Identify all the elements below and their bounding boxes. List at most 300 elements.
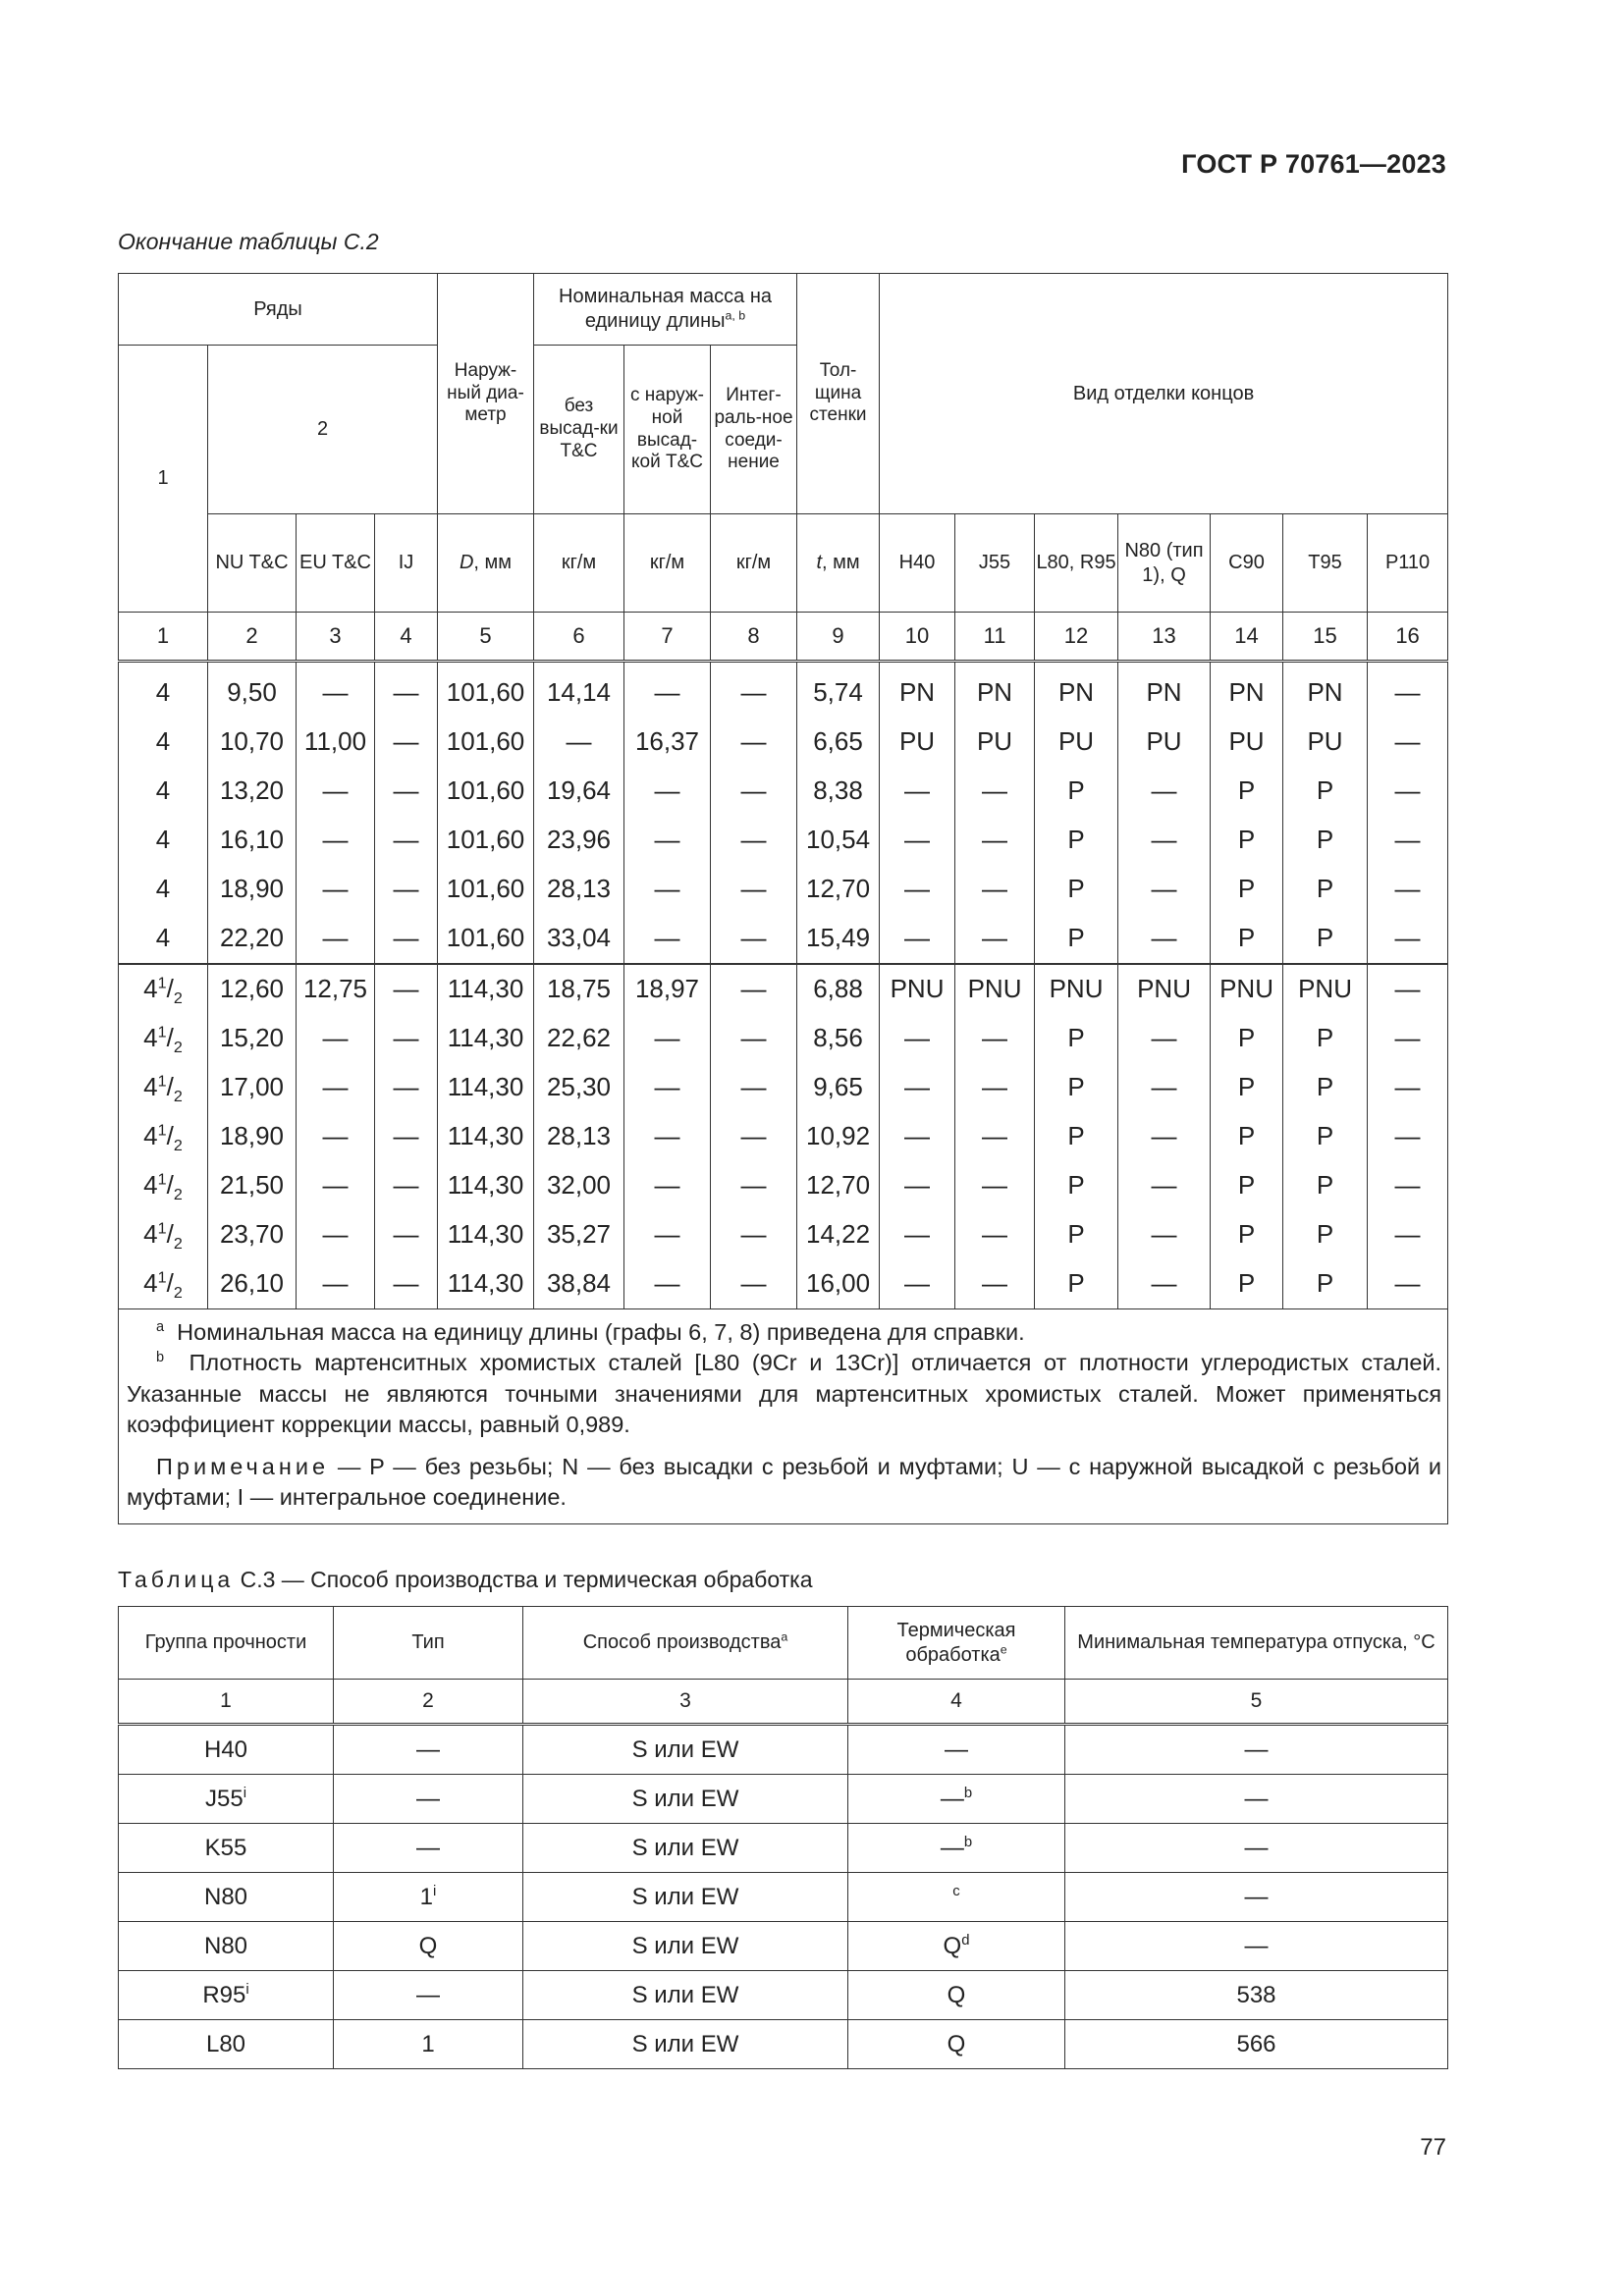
cell-mass-6: 33,04 bbox=[534, 914, 624, 964]
cell-mass-7: 16,37 bbox=[624, 718, 711, 767]
cell-finish: PU bbox=[955, 718, 1035, 767]
c3-column-numbers-row bbox=[119, 1680, 1448, 1725]
table-row bbox=[119, 662, 1448, 719]
cell-finish: — bbox=[1368, 1161, 1448, 1210]
header-grade-c90: C90 bbox=[1211, 514, 1283, 613]
table-row bbox=[119, 1063, 1448, 1112]
column-number: 5 bbox=[438, 613, 534, 662]
table-row bbox=[119, 1971, 1448, 2020]
cell-method: S или EW bbox=[523, 1922, 848, 1971]
cell-eu-tc: — bbox=[297, 1112, 375, 1161]
cell-finish: — bbox=[1118, 1112, 1211, 1161]
cell-finish: — bbox=[1368, 816, 1448, 865]
header-mass-group: Номинальная масса на единицу длины$^{a, b}$ bbox=[534, 274, 797, 346]
cell-finish: P bbox=[1283, 1014, 1368, 1063]
header-ij: IJ bbox=[375, 514, 438, 613]
table-row bbox=[119, 1725, 1448, 1775]
cell-finish: P bbox=[1035, 1259, 1118, 1309]
table-c2-note: Примечание — P — без резьбы; N — без высадки с резьбой и муфтами; U — с наружной высадкой с резьбой и муфтами; I — интегральное соединение. bbox=[127, 1454, 1442, 1511]
cell-mass-6: 28,13 bbox=[534, 865, 624, 914]
cell-finish: — bbox=[955, 1063, 1035, 1112]
cell-mass-8: — bbox=[711, 1259, 797, 1309]
cell-nu-tc: 23,70 bbox=[208, 1210, 297, 1259]
cell-eu-tc: 12,75 bbox=[297, 964, 375, 1014]
column-number: 6 bbox=[534, 613, 624, 662]
cell-wall: 8,38 bbox=[797, 767, 880, 816]
cell-mass-6: 14,14 bbox=[534, 662, 624, 719]
cell-ij: — bbox=[375, 718, 438, 767]
cell-finish: — bbox=[1368, 1210, 1448, 1259]
column-number: 4 bbox=[375, 613, 438, 662]
column-number: 12 bbox=[1035, 613, 1118, 662]
footnote-a: $^a$ Номинальная масса на единицу длины (графы 6, 7, 8) приведена для справки. bbox=[156, 1319, 1025, 1345]
table-row bbox=[119, 1014, 1448, 1063]
cell-nu-tc: 22,20 bbox=[208, 914, 297, 964]
cell-eu-tc: 11,00 bbox=[297, 718, 375, 767]
cell-mass-6: 38,84 bbox=[534, 1259, 624, 1309]
cell-wall: 10,92 bbox=[797, 1112, 880, 1161]
column-number: 4 bbox=[848, 1680, 1065, 1725]
cell-finish: P bbox=[1035, 1063, 1118, 1112]
cell-mass-6: 28,13 bbox=[534, 1112, 624, 1161]
cell-wall: 6,65 bbox=[797, 718, 880, 767]
cell-eu-tc: — bbox=[297, 865, 375, 914]
column-number: 13 bbox=[1118, 613, 1211, 662]
cell-row-1: 4 bbox=[119, 718, 208, 767]
header-row-2: 2 bbox=[208, 346, 438, 514]
cell-diameter: 114,30 bbox=[438, 964, 534, 1014]
cell-method: S или EW bbox=[523, 1873, 848, 1922]
cell-row-1: 4 bbox=[119, 914, 208, 964]
cell-finish: P bbox=[1035, 1014, 1118, 1063]
cell-mass-7: — bbox=[624, 914, 711, 964]
cell-finish: — bbox=[1368, 914, 1448, 964]
cell-type: Q bbox=[334, 1922, 523, 1971]
cell-heat-treatment: Q bbox=[848, 2020, 1065, 2069]
cell-type: — bbox=[334, 1775, 523, 1824]
header-kgm-8: кг/м bbox=[711, 514, 797, 613]
cell-mass-7: — bbox=[624, 1014, 711, 1063]
cell-mass-6: 23,96 bbox=[534, 816, 624, 865]
cell-mass-7: — bbox=[624, 1063, 711, 1112]
header-kgm-6: кг/м bbox=[534, 514, 624, 613]
cell-method: S или EW bbox=[523, 1971, 848, 2020]
cell-mass-8: — bbox=[711, 964, 797, 1014]
c3-header-grade: Группа прочности bbox=[119, 1607, 334, 1680]
cell-finish: PN bbox=[1118, 662, 1211, 719]
cell-finish: — bbox=[1368, 1063, 1448, 1112]
cell-wall: 9,65 bbox=[797, 1063, 880, 1112]
cell-finish: P bbox=[1211, 914, 1283, 964]
cell-ij: — bbox=[375, 1210, 438, 1259]
cell-row-1: 4 bbox=[119, 767, 208, 816]
cell-type: — bbox=[334, 1971, 523, 2020]
cell-ij: — bbox=[375, 816, 438, 865]
cell-finish: P bbox=[1035, 865, 1118, 914]
cell-mass-7: 18,97 bbox=[624, 964, 711, 1014]
table-c2-footnotes bbox=[119, 1309, 1448, 1524]
header-grade-h40: H40 bbox=[880, 514, 955, 613]
table-row bbox=[119, 1161, 1448, 1210]
column-numbers-row bbox=[119, 613, 1448, 662]
cell-nu-tc: 21,50 bbox=[208, 1161, 297, 1210]
cell-type: 1$^i$ bbox=[334, 1873, 523, 1922]
cell-finish: P bbox=[1283, 1112, 1368, 1161]
cell-nu-tc: 16,10 bbox=[208, 816, 297, 865]
cell-finish: P bbox=[1035, 914, 1118, 964]
cell-finish: PN bbox=[1283, 662, 1368, 719]
cell-heat-treatment: c bbox=[848, 1873, 1065, 1922]
column-number: 2 bbox=[334, 1680, 523, 1725]
cell-eu-tc: — bbox=[297, 914, 375, 964]
cell-row-1: 4 bbox=[119, 865, 208, 914]
header-row-1: 1 bbox=[119, 346, 208, 613]
cell-min-temp: — bbox=[1065, 1824, 1448, 1873]
table-row bbox=[119, 865, 1448, 914]
cell-diameter: 114,30 bbox=[438, 1112, 534, 1161]
cell-grade: J55$^i$ bbox=[119, 1775, 334, 1824]
cell-finish: — bbox=[1118, 1063, 1211, 1112]
column-number: 11 bbox=[955, 613, 1035, 662]
cell-eu-tc: — bbox=[297, 1210, 375, 1259]
cell-row-1: $4^1/_2$ bbox=[119, 1063, 208, 1112]
table-row bbox=[119, 1112, 1448, 1161]
cell-mass-7: — bbox=[624, 662, 711, 719]
header-grade-n80-q: N80 (тип 1), Q bbox=[1118, 514, 1211, 613]
cell-finish: — bbox=[1118, 865, 1211, 914]
cell-diameter: 101,60 bbox=[438, 914, 534, 964]
cell-wall: 14,22 bbox=[797, 1210, 880, 1259]
column-number: 9 bbox=[797, 613, 880, 662]
cell-finish: — bbox=[955, 767, 1035, 816]
cell-row-1: $4^1/_2$ bbox=[119, 964, 208, 1014]
cell-eu-tc: — bbox=[297, 1161, 375, 1210]
cell-finish: — bbox=[1118, 767, 1211, 816]
cell-finish: — bbox=[1368, 767, 1448, 816]
cell-finish: PN bbox=[1211, 662, 1283, 719]
cell-nu-tc: 13,20 bbox=[208, 767, 297, 816]
footnote-b: $^b$ Плотность мартенситных хромистых сталей [L80 (9Cr и 13Cr)] отличается от плотности углеродистых сталей. Указанные массы не являются точными значениями для мартенситных хромистых сталей. Может применяться коэффициент коррекции массы, равный 0,989. bbox=[127, 1350, 1442, 1437]
cell-diameter: 101,60 bbox=[438, 662, 534, 719]
cell-nu-tc: 18,90 bbox=[208, 1112, 297, 1161]
cell-finish: PN bbox=[955, 662, 1035, 719]
cell-finish: — bbox=[1368, 1259, 1448, 1309]
cell-nu-tc: 9,50 bbox=[208, 662, 297, 719]
cell-diameter: 114,30 bbox=[438, 1161, 534, 1210]
cell-finish: — bbox=[1118, 816, 1211, 865]
header-grade-l80-r95: L80, R95 bbox=[1035, 514, 1118, 613]
cell-finish: — bbox=[1118, 914, 1211, 964]
header-eu-tc: EU T&C bbox=[297, 514, 375, 613]
cell-finish: — bbox=[880, 767, 955, 816]
cell-mass-7: — bbox=[624, 1210, 711, 1259]
cell-finish: PN bbox=[880, 662, 955, 719]
table-row bbox=[119, 718, 1448, 767]
cell-method: S или EW bbox=[523, 2020, 848, 2069]
cell-wall: 16,00 bbox=[797, 1259, 880, 1309]
cell-finish: P bbox=[1035, 1161, 1118, 1210]
cell-grade: K55 bbox=[119, 1824, 334, 1873]
table-c3-caption: Таблица С.3 — Способ производства и термическая обработка bbox=[118, 1567, 813, 1592]
cell-ij: — bbox=[375, 1112, 438, 1161]
cell-diameter: 114,30 bbox=[438, 1014, 534, 1063]
header-grade-p110: P110 bbox=[1368, 514, 1448, 613]
cell-mass-8: — bbox=[711, 1210, 797, 1259]
page-number: 77 bbox=[1420, 2134, 1446, 2161]
cell-finish: P bbox=[1211, 767, 1283, 816]
cell-finish: P bbox=[1283, 1259, 1368, 1309]
cell-ij: — bbox=[375, 865, 438, 914]
cell-eu-tc: — bbox=[297, 662, 375, 719]
cell-finish: P bbox=[1211, 1161, 1283, 1210]
column-number: 16 bbox=[1368, 613, 1448, 662]
header-no-upset: без высад-ки T&C bbox=[534, 346, 624, 514]
cell-row-1: $4^1/_2$ bbox=[119, 1112, 208, 1161]
cell-mass-6: 35,27 bbox=[534, 1210, 624, 1259]
cell-row-1: $4^1/_2$ bbox=[119, 1161, 208, 1210]
cell-mass-8: — bbox=[711, 865, 797, 914]
cell-ij: — bbox=[375, 1161, 438, 1210]
cell-wall: 8,56 bbox=[797, 1014, 880, 1063]
cell-finish: PNU bbox=[880, 964, 955, 1014]
cell-mass-7: — bbox=[624, 1259, 711, 1309]
cell-ij: — bbox=[375, 1259, 438, 1309]
cell-min-temp: — bbox=[1065, 1775, 1448, 1824]
cell-ij: — bbox=[375, 914, 438, 964]
cell-heat-treatment: Q bbox=[848, 1971, 1065, 2020]
cell-finish: P bbox=[1035, 816, 1118, 865]
cell-ij: — bbox=[375, 767, 438, 816]
cell-finish: P bbox=[1211, 1210, 1283, 1259]
cell-nu-tc: 10,70 bbox=[208, 718, 297, 767]
cell-eu-tc: — bbox=[297, 1259, 375, 1309]
header-external-upset: с наруж-ной высад-кой T&C bbox=[624, 346, 711, 514]
cell-diameter: 114,30 bbox=[438, 1063, 534, 1112]
header-kgm-7: кг/м bbox=[624, 514, 711, 613]
cell-finish: P bbox=[1211, 1063, 1283, 1112]
cell-heat-treatment: —$^b$ bbox=[848, 1824, 1065, 1873]
cell-mass-7: — bbox=[624, 1161, 711, 1210]
cell-wall: 10,54 bbox=[797, 816, 880, 865]
cell-finish: P bbox=[1211, 816, 1283, 865]
column-number: 2 bbox=[208, 613, 297, 662]
cell-min-temp: — bbox=[1065, 1922, 1448, 1971]
table-row bbox=[119, 1259, 1448, 1309]
cell-finish: — bbox=[880, 1063, 955, 1112]
c3-header-min-temp: Минимальная температура отпуска, °С bbox=[1065, 1607, 1448, 1680]
cell-row-1: 4 bbox=[119, 662, 208, 719]
header-rows-group: Ряды bbox=[119, 274, 438, 346]
header-d-mm: D, мм bbox=[438, 514, 534, 613]
cell-finish: — bbox=[955, 914, 1035, 964]
cell-mass-8: — bbox=[711, 914, 797, 964]
cell-row-1: $4^1/_2$ bbox=[119, 1210, 208, 1259]
cell-diameter: 101,60 bbox=[438, 767, 534, 816]
cell-finish: P bbox=[1211, 1014, 1283, 1063]
cell-mass-8: — bbox=[711, 1063, 797, 1112]
cell-nu-tc: 15,20 bbox=[208, 1014, 297, 1063]
cell-finish: — bbox=[955, 1161, 1035, 1210]
cell-mass-8: — bbox=[711, 1112, 797, 1161]
cell-mass-6: — bbox=[534, 718, 624, 767]
table-row bbox=[119, 964, 1448, 1014]
cell-finish: — bbox=[880, 1210, 955, 1259]
table-row bbox=[119, 2020, 1448, 2069]
cell-mass-6: 25,30 bbox=[534, 1063, 624, 1112]
header-nu-tc: NU T&C bbox=[208, 514, 297, 613]
cell-finish: P bbox=[1211, 1259, 1283, 1309]
cell-finish: — bbox=[880, 865, 955, 914]
cell-finish: P bbox=[1283, 865, 1368, 914]
cell-finish: — bbox=[880, 1161, 955, 1210]
cell-grade: R95$^i$ bbox=[119, 1971, 334, 2020]
cell-grade: H40 bbox=[119, 1725, 334, 1775]
cell-finish: PNU bbox=[1118, 964, 1211, 1014]
cell-finish: P bbox=[1211, 865, 1283, 914]
cell-method: S или EW bbox=[523, 1824, 848, 1873]
cell-finish: — bbox=[955, 1014, 1035, 1063]
header-wall-thickness: Тол-щина стенки bbox=[797, 274, 880, 514]
cell-finish: PNU bbox=[1035, 964, 1118, 1014]
cell-wall: 15,49 bbox=[797, 914, 880, 964]
cell-mass-6: 32,00 bbox=[534, 1161, 624, 1210]
cell-min-temp: — bbox=[1065, 1873, 1448, 1922]
cell-finish: — bbox=[880, 1014, 955, 1063]
cell-eu-tc: — bbox=[297, 1014, 375, 1063]
cell-finish: P bbox=[1283, 816, 1368, 865]
column-number: 3 bbox=[297, 613, 375, 662]
cell-wall: 6,88 bbox=[797, 964, 880, 1014]
cell-finish: — bbox=[1368, 964, 1448, 1014]
column-number: 10 bbox=[880, 613, 955, 662]
cell-ij: — bbox=[375, 964, 438, 1014]
table-c3 bbox=[118, 1606, 1448, 2069]
cell-diameter: 114,30 bbox=[438, 1210, 534, 1259]
cell-ij: — bbox=[375, 1014, 438, 1063]
cell-grade: N80 bbox=[119, 1922, 334, 1971]
cell-eu-tc: — bbox=[297, 816, 375, 865]
header-t-mm: t, мм bbox=[797, 514, 880, 613]
cell-finish: PU bbox=[1211, 718, 1283, 767]
cell-nu-tc: 18,90 bbox=[208, 865, 297, 914]
cell-finish: PN bbox=[1035, 662, 1118, 719]
column-number: 1 bbox=[119, 613, 208, 662]
cell-ij: — bbox=[375, 1063, 438, 1112]
table-row bbox=[119, 1210, 1448, 1259]
cell-grade: L80 bbox=[119, 2020, 334, 2069]
cell-finish: — bbox=[955, 865, 1035, 914]
cell-finish: — bbox=[955, 1210, 1035, 1259]
table-row bbox=[119, 816, 1448, 865]
cell-diameter: 101,60 bbox=[438, 865, 534, 914]
cell-finish: — bbox=[955, 1112, 1035, 1161]
cell-finish: — bbox=[1368, 1112, 1448, 1161]
cell-mass-6: 22,62 bbox=[534, 1014, 624, 1063]
header-grade-t95: T95 bbox=[1283, 514, 1368, 613]
cell-finish: — bbox=[880, 914, 955, 964]
cell-finish: PU bbox=[880, 718, 955, 767]
c3-header-heat-treatment: Термическая обработка$^e$ bbox=[848, 1607, 1065, 1680]
cell-finish: PNU bbox=[1283, 964, 1368, 1014]
cell-nu-tc: 12,60 bbox=[208, 964, 297, 1014]
cell-finish: P bbox=[1283, 767, 1368, 816]
cell-finish: — bbox=[955, 816, 1035, 865]
cell-finish: — bbox=[1118, 1014, 1211, 1063]
table-row bbox=[119, 1775, 1448, 1824]
cell-mass-6: 19,64 bbox=[534, 767, 624, 816]
table-row bbox=[119, 914, 1448, 964]
cell-finish: — bbox=[1118, 1161, 1211, 1210]
cell-finish: PNU bbox=[1211, 964, 1283, 1014]
cell-mass-7: — bbox=[624, 767, 711, 816]
cell-finish: — bbox=[880, 816, 955, 865]
cell-finish: — bbox=[1118, 1210, 1211, 1259]
cell-finish: P bbox=[1283, 1210, 1368, 1259]
cell-finish: P bbox=[1283, 914, 1368, 964]
cell-finish: — bbox=[880, 1112, 955, 1161]
cell-method: S или EW bbox=[523, 1775, 848, 1824]
cell-finish: P bbox=[1283, 1161, 1368, 1210]
cell-diameter: 101,60 bbox=[438, 816, 534, 865]
column-number: 15 bbox=[1283, 613, 1368, 662]
cell-finish: — bbox=[1118, 1259, 1211, 1309]
cell-mass-8: — bbox=[711, 1014, 797, 1063]
cell-mass-7: — bbox=[624, 1112, 711, 1161]
cell-finish: P bbox=[1283, 1063, 1368, 1112]
cell-mass-8: — bbox=[711, 816, 797, 865]
cell-finish: P bbox=[1211, 1112, 1283, 1161]
cell-type: — bbox=[334, 1725, 523, 1775]
cell-row-1: 4 bbox=[119, 816, 208, 865]
cell-ij: — bbox=[375, 662, 438, 719]
header-finish-group: Вид отделки концов bbox=[880, 274, 1448, 514]
table-row bbox=[119, 1873, 1448, 1922]
cell-type: — bbox=[334, 1824, 523, 1873]
column-number: 1 bbox=[119, 1680, 334, 1725]
column-number: 3 bbox=[523, 1680, 848, 1725]
cell-wall: 12,70 bbox=[797, 865, 880, 914]
cell-row-1: $4^1/_2$ bbox=[119, 1014, 208, 1063]
cell-finish: P bbox=[1035, 1112, 1118, 1161]
cell-finish: — bbox=[1368, 1014, 1448, 1063]
cell-finish: — bbox=[1368, 718, 1448, 767]
table-row bbox=[119, 1824, 1448, 1873]
cell-finish: — bbox=[1368, 662, 1448, 719]
column-number: 7 bbox=[624, 613, 711, 662]
cell-diameter: 101,60 bbox=[438, 718, 534, 767]
cell-mass-8: — bbox=[711, 767, 797, 816]
cell-finish: — bbox=[955, 1259, 1035, 1309]
cell-heat-treatment: —$^b$ bbox=[848, 1775, 1065, 1824]
cell-finish: PNU bbox=[955, 964, 1035, 1014]
cell-mass-8: — bbox=[711, 1161, 797, 1210]
cell-finish: P bbox=[1035, 1210, 1118, 1259]
cell-grade: N80 bbox=[119, 1873, 334, 1922]
cell-finish: — bbox=[1368, 865, 1448, 914]
cell-min-temp: 566 bbox=[1065, 2020, 1448, 2069]
cell-min-temp: 538 bbox=[1065, 1971, 1448, 2020]
column-number: 8 bbox=[711, 613, 797, 662]
cell-mass-7: — bbox=[624, 865, 711, 914]
table-row bbox=[119, 767, 1448, 816]
cell-heat-treatment: — bbox=[848, 1725, 1065, 1775]
document-id: ГОСТ Р 70761—2023 bbox=[1181, 149, 1446, 179]
cell-eu-tc: — bbox=[297, 767, 375, 816]
cell-wall: 12,70 bbox=[797, 1161, 880, 1210]
cell-heat-treatment: $Q^d$ bbox=[848, 1922, 1065, 1971]
table-c2 bbox=[118, 273, 1448, 1524]
table-c2-caption: Окончание таблицы С.2 bbox=[118, 229, 379, 254]
